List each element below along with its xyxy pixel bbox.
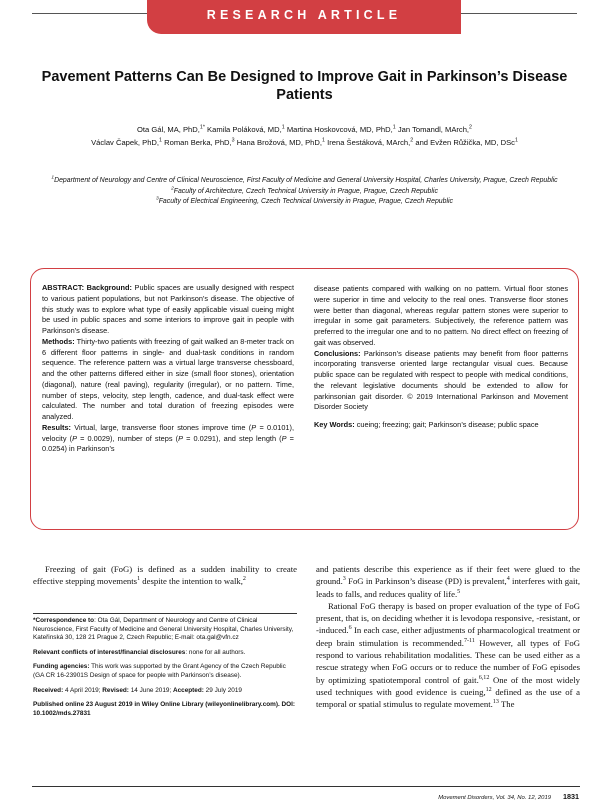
abstract-results-start: Results: Virtual, large, transverse floor stones improve time (P = 0.0101), velocity (P = 0.0029), number of steps (P = 0.0291), and step length (P = 0.0254) in Parkinson’s	[42, 422, 295, 454]
abstract-background: ABSTRACT: Background: Public spaces are usually designed with respect to various patient populations, but not Parkinson’s disease. The objective of this study was to explore what type of easily applicable visual cueing might be used in public spaces and some interiors to improve gait in people with Parkinson’s disease.	[42, 283, 294, 335]
author: Hana Brožová, MD, PhD,$^1$	[236, 137, 325, 148]
author: Martina Hoskovcová, MD, PhD,$^1$	[286, 124, 396, 134]
body-paragraph-1-continued: and patients describe this experience as if their feet were glued to the ground.$^3$ FoG in Parkinson’s disease (PD) is prevalent,$^4$ interferes with gait, leads to falls, and reduces quality of life.$^5$	[316, 564, 581, 599]
abstract-methods: Methods: Thirty-two patients with freezing of gait walked an 8-meter track on 6 different floor patterns in single- and dual-task conditions in random sequence. The reference pattern was a virtual large transverse chessboard, and the other patterns differed either in size (small floor stones), orientation (diagonal), nature (real paving), regularity (irregular), or no pattern. Time, number of steps, velocity, step length, cadence, and dual-task effect were calculated. The number and total duration of freezing episodes were analyzed.	[42, 336, 294, 421]
funding-note: Funding agencies: This work was supported by the Grant Agency of the Czech Republic (GA CR 16-23901S Design of space for people with Parkinson’s disease).	[33, 663, 286, 679]
abstract-conclusions: Conclusions: Parkinson’s disease patients may benefit from floor patterns incorporating transverse oriented large rectangular visual cues. Because public space can be regulated with respect to people with medical conditions, the relevant legislative documents should be extended to allow for parkinsonian gait disorder. © 2019 International Parkinson and Movement Disorder Society	[314, 348, 568, 412]
author: Irena Šestáková, MArch,$^2$	[327, 137, 414, 148]
author-list	[60, 123, 549, 149]
abstract-left-column	[42, 283, 294, 455]
author: Kamila Poláková, MD,$^1$	[207, 124, 285, 134]
article-title: Pavement Patterns Can Be Designed to Improve Gait in Parkinson’s Disease Patients	[41, 69, 568, 103]
author: Ota Gál, MA, PhD,$^{1*}$	[136, 124, 205, 134]
abstract-right-column	[314, 284, 568, 431]
keywords: Key Words: cueing; freezing; gait; Parkinson’s disease; public space	[314, 420, 539, 429]
page-number: 1831	[563, 792, 579, 801]
author: Jan Tomandl, MArch,$^2$	[397, 124, 473, 134]
footer-rule	[32, 786, 580, 787]
body-paragraph-2: Rational FoG therapy is based on proper evaluation of the type of FoG present, that is, on deciding whether it is levodopa responsive, -resistant, or -induced.$^6$ In each case, either adjustments of pharmacological treatment or deep brain stimulation is recommended.$^{7-11}$ However, all types of FoG respond to various rehabilitation modalities. These can be used either as a rescue strategy when FoG occurs or to reduce the number of FoG episodes by optimizing spatiotemporal control of gait.$^{6,12}$ One of the most widely used techniques with good evidence is cueing,$^{12}$ defined as the use of a temporal or spatial stimulus to regulate movement.$^{13}$ The	[316, 600, 581, 710]
article-type-banner: RESEARCH ARTICLE	[147, 0, 461, 34]
abstract-results-continued: disease patients compared with walking on no pattern. Virtual floor stones were superior in time and velocity to the real ones. Transverse floor stones were better than diagonal, whereas regular pattern stones were superior to irregular in some gait parameters. Subjectively, the reference pattern was preferred to the irregular one and to no pattern. No direct effect on freezing of gait was observed.	[314, 284, 568, 347]
affiliation: $^2$Faculty of Architecture, Czech Technical University in Prague, Prague, Czech Republic	[171, 186, 438, 195]
published-note: Published online 23 August 2019 in Wiley Online Library (wileyonlinelibrary.com). DOI: 10.1002/mds.27831	[33, 701, 296, 717]
affiliation: $^3$Faculty of Electrical Engineering, Czech Technical University in Prague, Prague, Czech Republic	[156, 196, 453, 206]
footnotes	[33, 613, 297, 724]
page-footer	[438, 792, 579, 801]
affiliation: $^1$Department of Neurology and Centre of Clinical Neuroscience, First Faculty of Medicine and General University Hospital, Charles University, Prague, Czech Republic	[51, 175, 558, 184]
journal-citation: Movement Disorders, Vol. 34, No. 12, 2019	[438, 795, 551, 801]
dates-note: Received: 4 April 2019; Revised: 14 June 2019; Accepted: 29 July 2019	[33, 686, 242, 694]
author: Roman Berka, PhD,$^3$	[164, 137, 235, 148]
author: Václav Čapek, PhD,$^1$	[91, 137, 162, 148]
body-left-column	[33, 563, 297, 588]
body-right-column	[316, 563, 580, 711]
correspondence-note: *Correspondence to: Ota Gál, Department of Neurology and Centre of Clinical Neuroscience, First Faculty of Medicine and General University Hospital, Charles University, Kateřinská 30, 128 21 Prague 2, Czech Republic; E-mail: ota.gal@vfn.cz	[33, 617, 294, 642]
conflicts-note: Relevant conflicts of interest/financial disclosures: none for all authors.	[33, 648, 246, 656]
affiliations	[50, 176, 559, 208]
author: and Evžen Růžička, MD, DSc$^1$	[415, 137, 518, 148]
body-paragraph-1: Freezing of gait (FoG) is defined as a sudden inability to create effective stepping movements$^1$ despite the intention to walk,$^2$	[33, 564, 297, 587]
